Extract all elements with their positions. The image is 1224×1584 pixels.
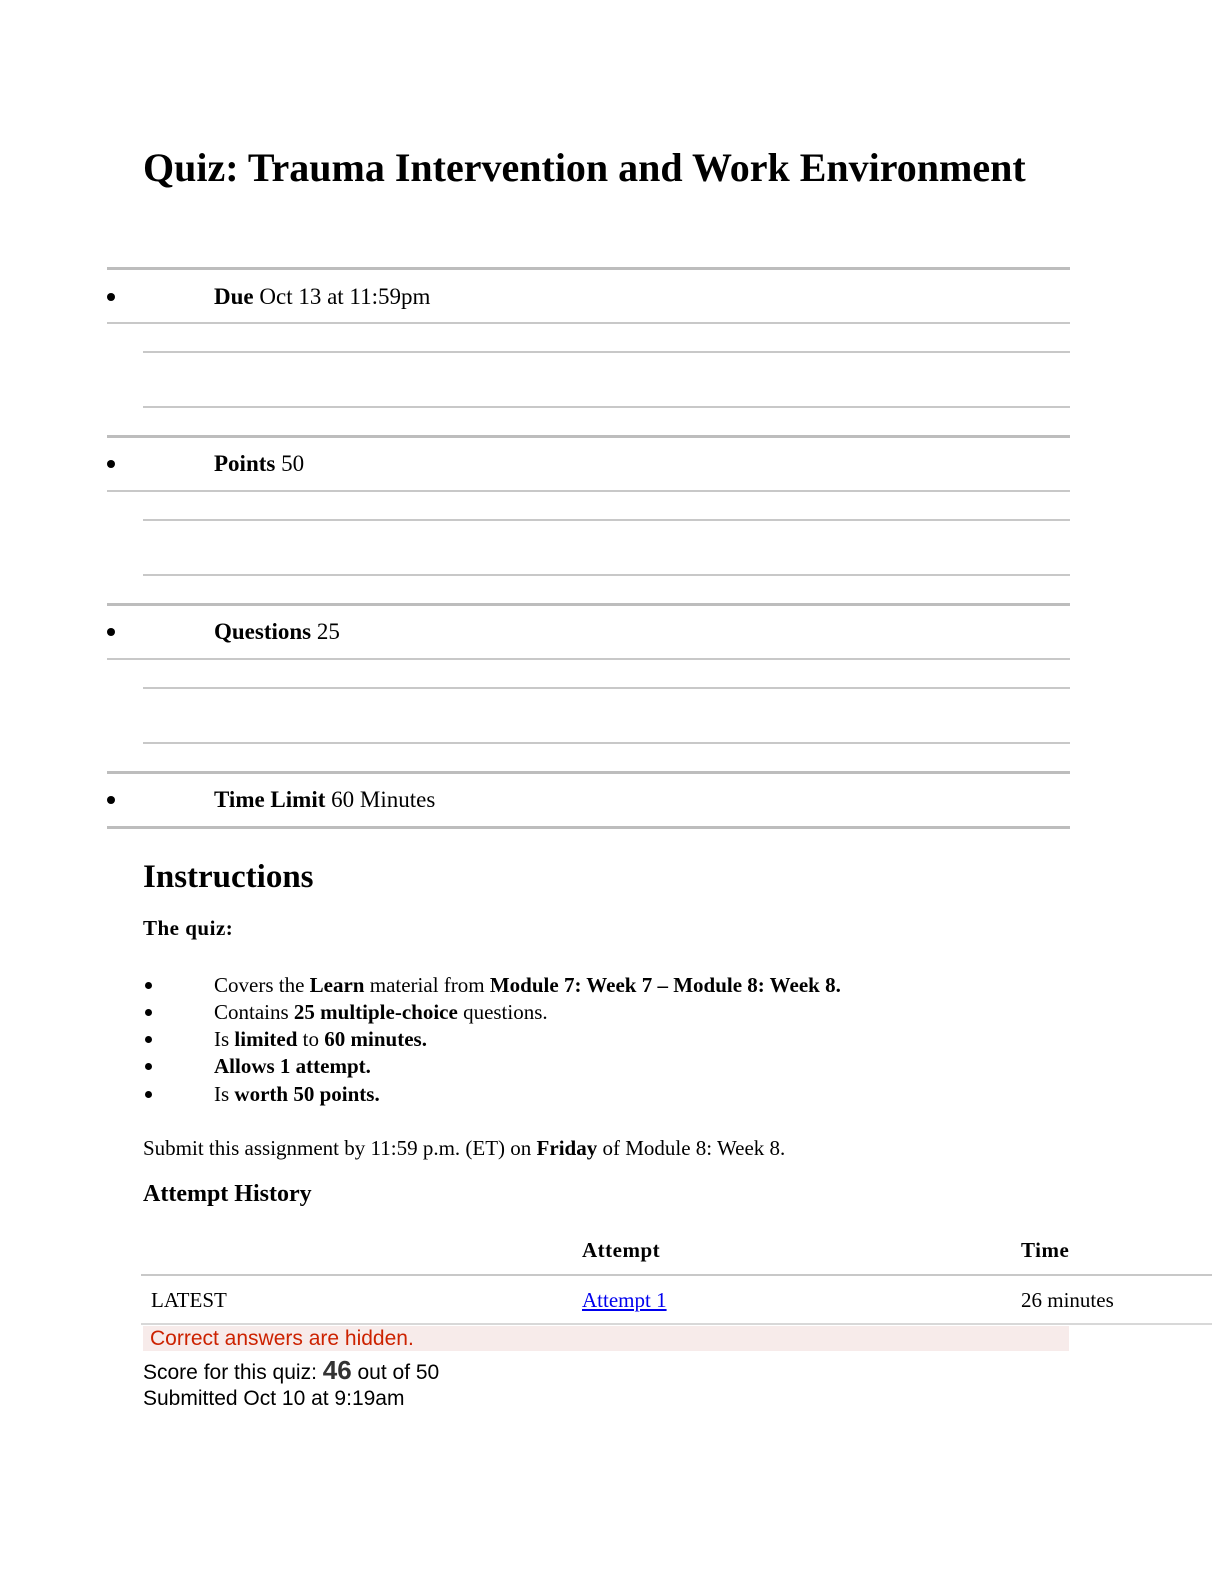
bullet-icon — [145, 1063, 152, 1070]
page-title: Quiz: Trauma Intervention and Work Environment — [143, 145, 1026, 190]
text: out of 50 — [351, 1361, 440, 1384]
submit-deadline — [143, 1136, 785, 1161]
text: to — [297, 1027, 325, 1051]
notice-text: Correct answers are hidden. — [150, 1327, 414, 1350]
detail-value: 25 — [316, 619, 340, 644]
bullet-icon — [107, 628, 115, 636]
quiz-score — [143, 1356, 439, 1387]
divider — [107, 771, 1070, 774]
text: Submit this assignment by 11:59 p.m. (ET) on — [143, 1136, 537, 1160]
list-item — [214, 1026, 427, 1052]
detail-label: Time Limit — [214, 787, 326, 812]
detail-value: 60 Minutes — [331, 787, 436, 812]
detail-label: Questions — [214, 619, 312, 644]
instructions-heading: Instructions — [143, 859, 314, 895]
divider — [143, 351, 1070, 353]
divider — [143, 687, 1070, 689]
divider — [107, 267, 1070, 270]
bullet-icon — [145, 1091, 152, 1098]
detail-points — [214, 450, 304, 478]
detail-label: Points — [214, 451, 276, 476]
text: Is — [214, 1027, 235, 1051]
list-item — [214, 972, 841, 998]
divider — [107, 826, 1070, 829]
text: of Module 8: Week 8. — [597, 1136, 786, 1160]
bullet-icon — [145, 1036, 152, 1043]
detail-value: Oct 13 at 11:59pm — [259, 284, 431, 309]
detail-label: Due — [214, 284, 254, 309]
text-bold: 60 minutes. — [324, 1027, 427, 1051]
detail-due — [214, 283, 430, 311]
divider — [107, 603, 1070, 606]
instructions-intro: The quiz: — [143, 916, 234, 940]
divider — [107, 658, 1070, 660]
text-bold: Learn — [309, 973, 365, 997]
text-bold: Allows 1 attempt. — [214, 1054, 371, 1078]
divider — [107, 322, 1070, 324]
list-item — [214, 1081, 380, 1107]
detail-time-limit — [214, 786, 435, 814]
text-bold: limited — [234, 1027, 298, 1051]
divider — [107, 435, 1070, 438]
divider — [107, 490, 1070, 492]
divider — [143, 574, 1070, 576]
divider — [143, 406, 1070, 408]
text-bold: worth 50 points. — [234, 1082, 380, 1106]
text: Covers the — [214, 973, 310, 997]
column-header-time: Time — [1021, 1238, 1070, 1262]
column-header-attempt: Attempt — [582, 1238, 661, 1262]
divider — [143, 742, 1070, 744]
text: questions. — [457, 1000, 548, 1024]
bullet-icon — [107, 796, 115, 804]
detail-value: 50 — [281, 451, 305, 476]
attempt-cell — [582, 1288, 667, 1313]
attempt-history-heading: Attempt History — [143, 1181, 312, 1207]
text: Is — [214, 1082, 235, 1106]
bullet-icon — [107, 460, 115, 468]
latest-tag: LATEST — [151, 1288, 227, 1312]
answers-hidden-notice — [143, 1326, 1069, 1351]
attempt-link[interactable]: Attempt 1 — [582, 1288, 667, 1312]
bullet-icon — [145, 982, 152, 989]
list-item — [214, 1053, 371, 1079]
divider — [143, 519, 1070, 521]
score-value: 46 — [322, 1355, 352, 1385]
bullet-icon — [145, 1009, 152, 1016]
text: material from — [364, 973, 490, 997]
text-bold: Module 7: Week 7 – Module 8: Week 8. — [489, 973, 841, 997]
text-bold: 25 multiple-choice — [293, 1000, 458, 1024]
detail-questions — [214, 618, 340, 646]
text-bold: Friday — [536, 1136, 598, 1160]
table-header-divider — [141, 1274, 1212, 1276]
text: Score for this quiz: — [143, 1361, 323, 1384]
list-item — [214, 999, 548, 1025]
submitted-time: Submitted Oct 10 at 9:19am — [143, 1387, 405, 1410]
text: Contains — [214, 1000, 294, 1024]
table-row-divider — [141, 1323, 1212, 1325]
bullet-icon — [107, 293, 115, 301]
time-cell: 26 minutes — [1021, 1288, 1114, 1312]
